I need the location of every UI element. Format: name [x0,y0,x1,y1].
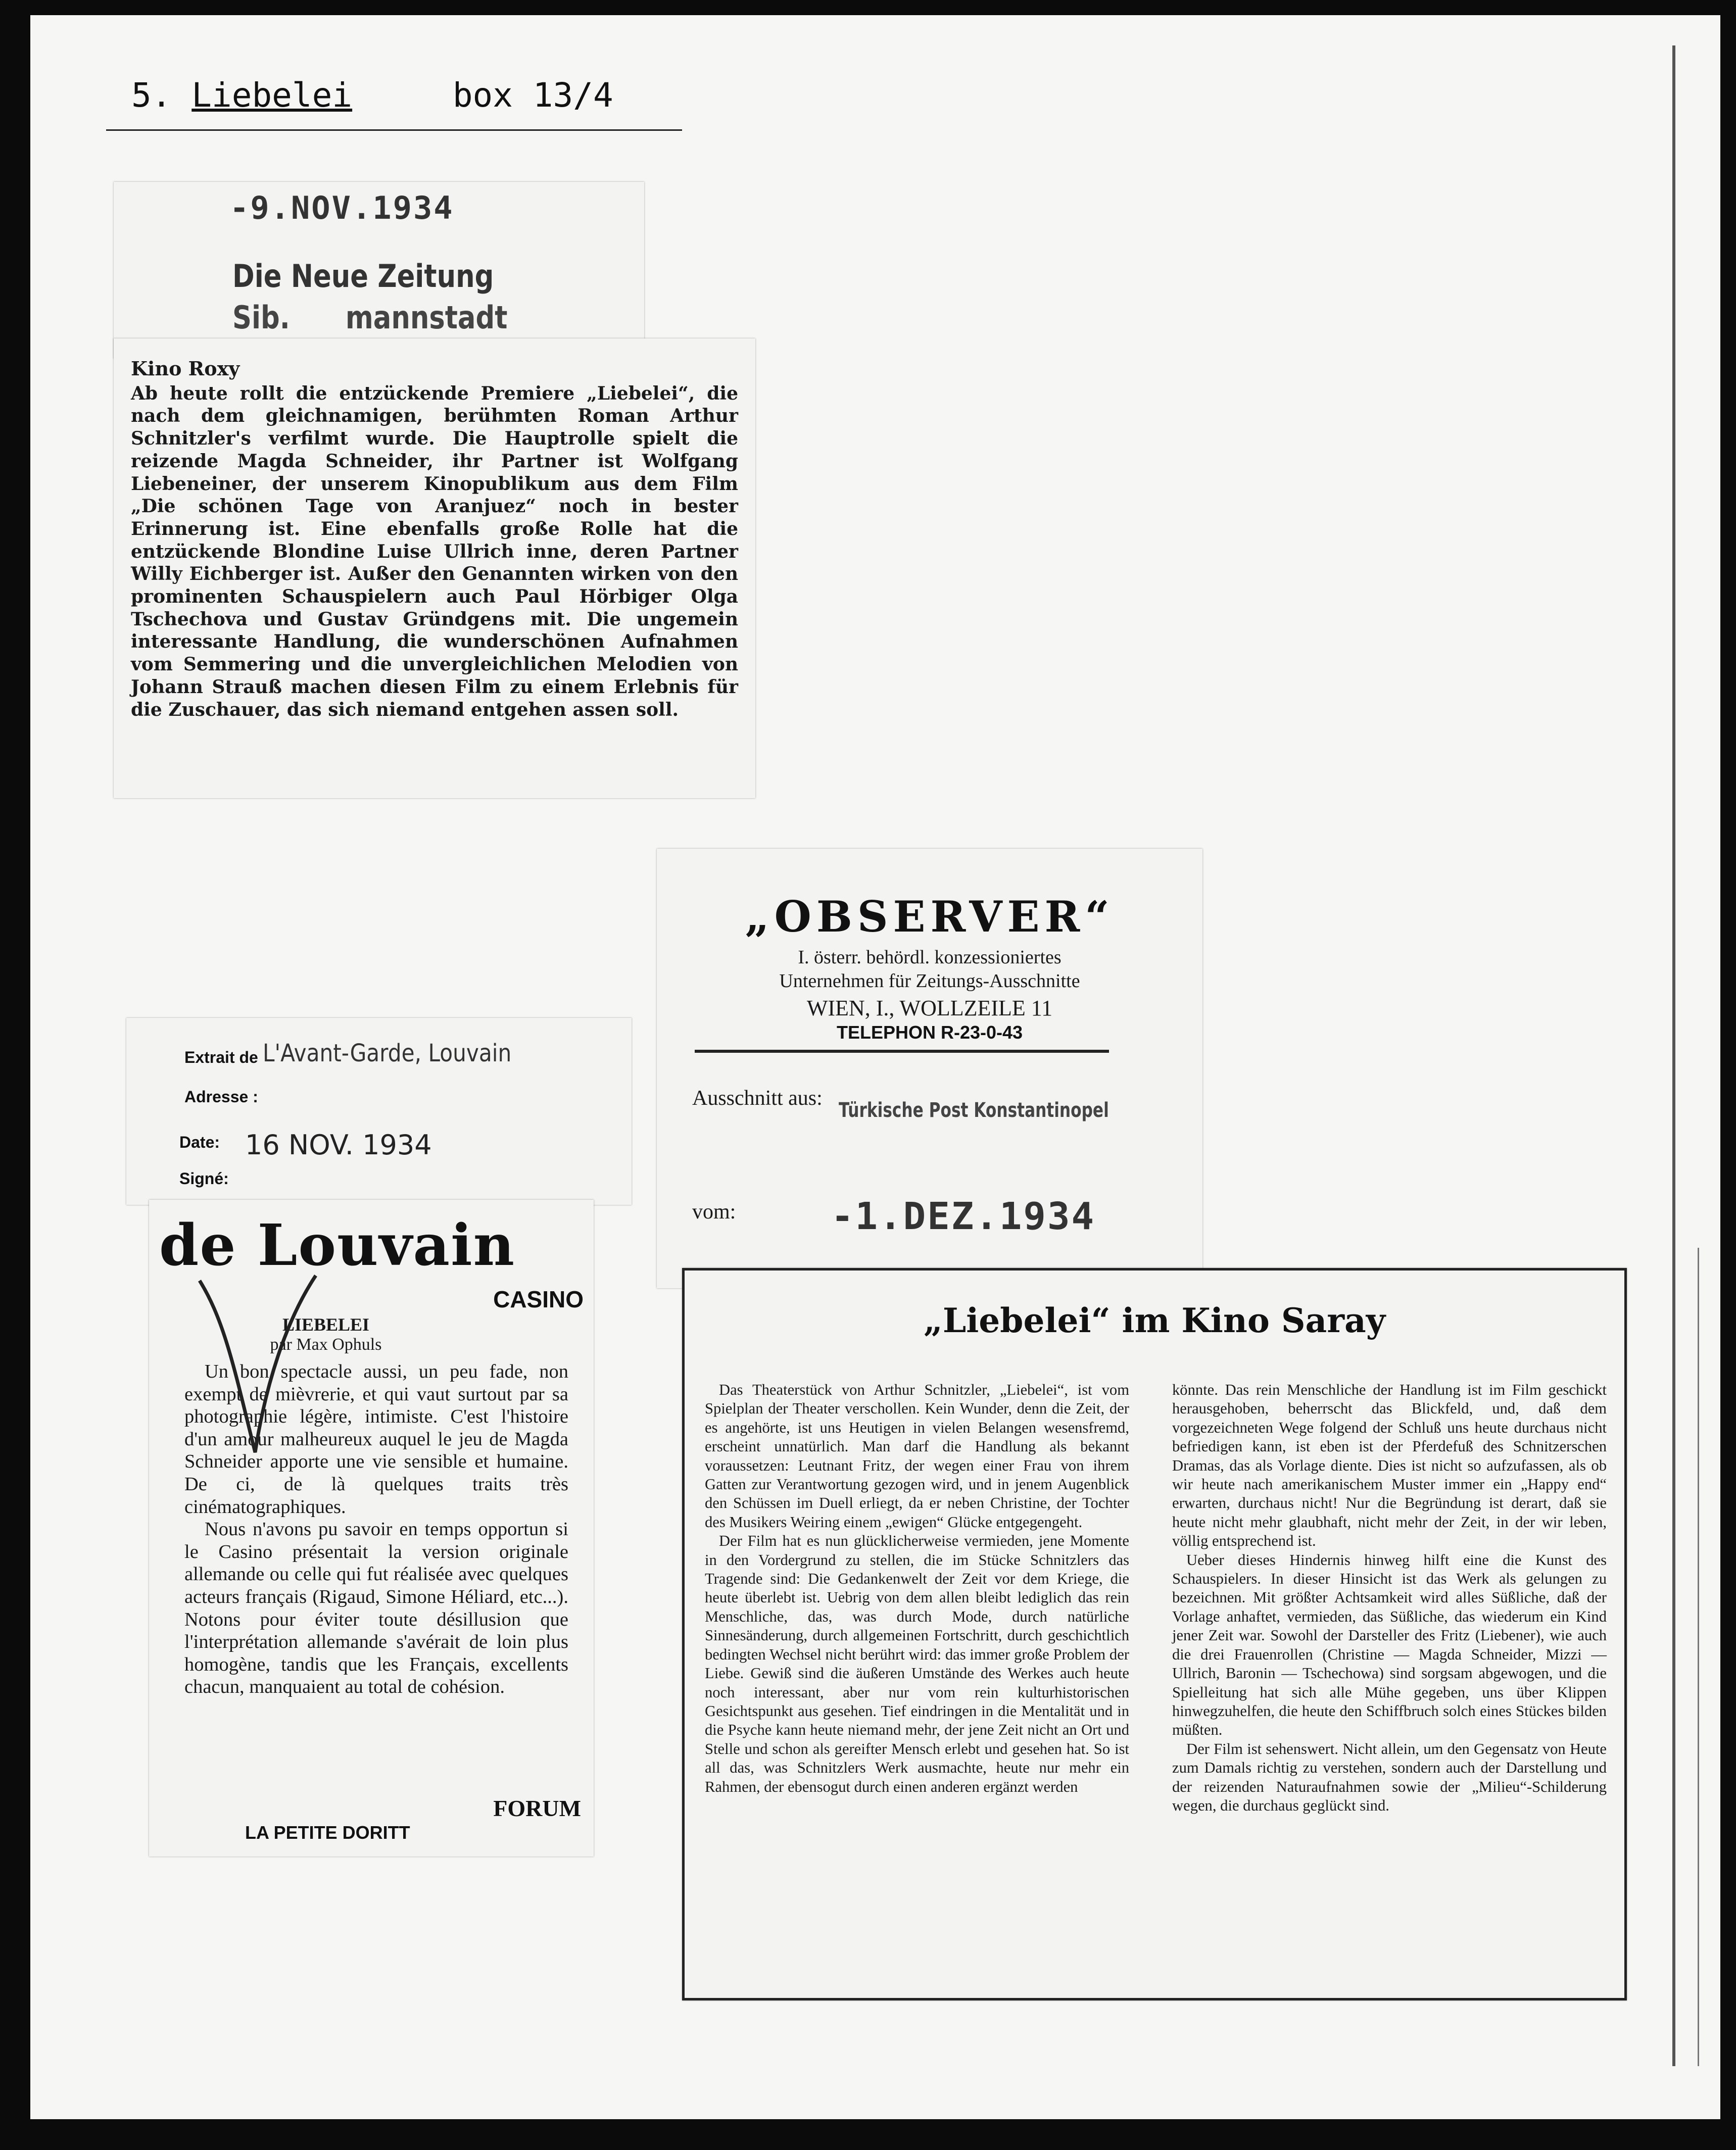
column1-paragraph-1: Das Theaterstück von Arthur Schnitzler, „Liebelei“, ist vom Spielplan der Theater verschollen. Kein Wunder, denn die Zeit, der es angehörte, ist uns Heutigen in vielen Belangen wesensfremd, erscheint unnatürlich. Man darf die Handlung als bekannt voraussetzen: Leutnant Fritz, der wegen einer Frau von ihrem Gatten zur Verantwortung gezogen wird, und in jenem Augenblick den Schüssen im Duell erliegt, da er neben Christine, der Tochter des Musikers Weiring einem „ewigen“ Glücke entgegengeht. [705,1381,1129,1531]
observer-telephone: TELEPHON R-23-0-43 [836,1022,1023,1043]
review-paragraph-2: Nous n'avons pu savoir en temps opportun si le Casino présentait la version originale allemande ou celle qui fut réalisée avec quelques acteurs français (Rigaud, Simone Héliard, etc...). Notons pour éviter toute désillusion que l'interprétation allemande s'avérait de loin plus homogène, tandis que les Français, excellents chacun, manquaient au total de cohésion. [184,1519,568,1698]
clipping-extrait-slip [126,1018,632,1205]
article-heading: Kino Roxy [131,357,240,380]
observer-line-1: I. österr. behördl. konzessioniertes [798,947,1062,968]
date-stamp: -9.NOV.1934 [230,189,454,226]
clipping-kino-saray [682,1268,1627,2000]
extrait-value: L'Avant-Garde, Louvain [263,1039,512,1067]
review-paragraph-1: Un bon spectacle aussi, un peu fade, non exempt de mièvrerie, et qui vaut surtout par sa photographie légère, intimiste. C'est l'histoire d'un amour malheureux auquel le jeu de Magda Schneider apporte une vie sensible et humaine. De ci, de là quelques traits très cinématographiques. [184,1361,568,1518]
clipping-kino-roxy [114,338,755,798]
column2-paragraph-1: könnte. Das rein Menschliche der Handlung ist im Film geschickt herausgehoben, beherrscht das Blickfeld, und, daß dem vorgezeichneten Wege folgend der Schluß uns heute durchaus nicht befriedigen kann, ist eben ist der Pferdefuß des Schnitzerschen Dramas, das als Vorlage diente. Dies ist nicht so aufzufassen, als ob wir heute nach amerikanischem Muster immer ein „Happy end“ erwarten, durchaus nicht! Nur die Begründung ist derart, daß sie heute nicht mehr glaubhaft, nicht mehr der Zeit, in der wir leben, völlig entsprechend ist. [1172,1381,1607,1550]
signature-forum: FORUM [493,1795,581,1821]
observer-address: WIEN, I., WOLLZEILE 11 [806,996,1053,1020]
folder-title: Liebelei [191,76,353,115]
header-rule [106,129,682,131]
ausschnitt-label: Ausschnitt aus: [692,1087,823,1110]
article-title: „Liebelei“ im Kino Saray [923,1301,1386,1340]
film-title: LIEBELEI [282,1314,370,1335]
column1-paragraph-2: Der Film hat es nun glücklicherweise vermieden, jene Momente in den Vordergrund zu stellen, die im Stücke Schnitzlers das Tragende sind: Die Gedankenwelt der Zeit vor dem Kriege, die heute überlebt ist. Uebrig von dem allen bleibt lediglich das rein Menschliche, das, was durch Mode, durch natürliche Sinnesänderung, durch allgemeinen Fortschritt, durch geschichtlich bedingten Wechsel nicht berührt wird: das immer große Problem der Liebe. Gewiß sind die äußeren Umstände des Werkes auch heute noch interessant, aber nur vom rein kulturhistorischen Gesichtspunkt aus gesehen. Tief eindringen in die Mentalität und in die Psyche kann heute niemand mehr, der jene Zeit nicht an Ort und Stelle und schon als gereifter Mensch erlebt und gesehen hat. So ist all das, was Schnitzlers Werk ausmachte, heute nur mehr ein Rahmen, der ebensogut durch einen anderen ergänzt werden [705,1532,1129,1795]
extrait-label: Extrait de [184,1048,258,1066]
observer-rule [695,1050,1109,1053]
observer-line-2: Unternehmen für Zeitungs-Ausschnitte [779,970,1080,992]
date-stamp-louvain: 16 NOV. 1934 [245,1129,432,1161]
folder-header [131,76,613,115]
handwritten-check-mark [179,1260,331,1473]
vom-label: vom: [692,1200,736,1224]
clipping-observer-slip [657,849,1202,1288]
article-body: Ab heute rollt die entzückende Premiere „Liebelei“, die nach dem gleichnamigen, berühmten Roman Arthur Schnitzler's verfilmt wurde. Die Hauptrolle spielt die reizende Magda Schneider, ihr Partner ist Wolfgang Liebeneiner, der unserem Kinopublikum aus dem Film „Die schönen Tage von Aranjuez“ noch in bester Erinnerung ist. Eine ebenfalls große Rolle hat die entzückende Blondine Luise Ullrich inne, deren Partner Willy Eichberger ist. Außer den Genannten wirken von den prominenten Schauspielern auch Paul Hörbiger Olga Tschechova und Gustav Gründgens mit. Die ungemein interessante Handlung, die wunderschönen Aufnahmen vom Semmering und die unvergleichlichen Melodien von Johann Strauß machen diesen Film zu einem Erlebnis für die Zuschauer, das sich niemand entgehen assen soll. [131,382,738,720]
clipping-de-louvain [149,1200,594,1856]
vom-date-stamp: -1.DEZ.1934 [831,1195,1096,1238]
article-column-2 [1172,1381,1607,1815]
signe-label: Signé: [179,1169,229,1188]
paper-stamp-city: Sib. mannstadt [232,299,508,336]
paper-edge-line-2 [1698,1248,1699,2066]
section-casino: CASINO [493,1286,584,1312]
observer-title: „OBSERVER“ [745,892,1115,942]
paper-edge-line [1672,45,1675,2066]
adresse-label: Adresse : [184,1088,258,1106]
date-label: Date: [179,1133,220,1151]
clipping-stamp-die-neue-zeitung [114,182,644,359]
column2-paragraph-3: Der Film ist sehenswert. Nicht allein, um den Gegensatz von Heute zum Damals richtig zu verstehen, sondern auch der Darstellung und der reizenden Naturaufnahmen sowie der „Milieu“-Schilderung wegen, die durchaus geglückt sind. [1172,1740,1607,1814]
column2-paragraph-2: Ueber dieses Hindernis hinweg hilft eine die Kunst des Schauspielers. In dieser Hinsicht ist das Werk als gelungen zu bezeichnen. Mit größter Achtsamkeit wird alles Süßliche, daß der Vorlage anhaftet, vermieden, das Süßliche, das wiederum ein Kind jener Zeit war. Sowohl der Darsteller des Fritz (Liebener), wie auch die drei Frauenrollen (Christine — Magda Schneider, Mizzi — Ullrich, Baronin — Tschechowa) sind sorgsam abgewogen, und die Spielleitung hat sich alle Mühe gegeben, uns über Klippen hinwegzuhelfen, die heute den Schiffbruch solch eines Stückes bilden müßten. [1172,1551,1607,1739]
folder-number: 5. [131,76,172,115]
film-director: par Max Ophuls [270,1335,382,1354]
paper-stamp-name: Die Neue Zeitung [232,258,494,295]
newspaper-masthead: de Louvain [159,1212,516,1279]
article-column-1 [705,1381,1129,1796]
archive-sheet [30,15,1720,2119]
ausschnitt-value: Türkische Post Konstantinopel [839,1099,1109,1122]
signature-petite-doritt: LA PETITE DORITT [245,1822,410,1843]
folder-box: box 13/4 [452,76,613,115]
